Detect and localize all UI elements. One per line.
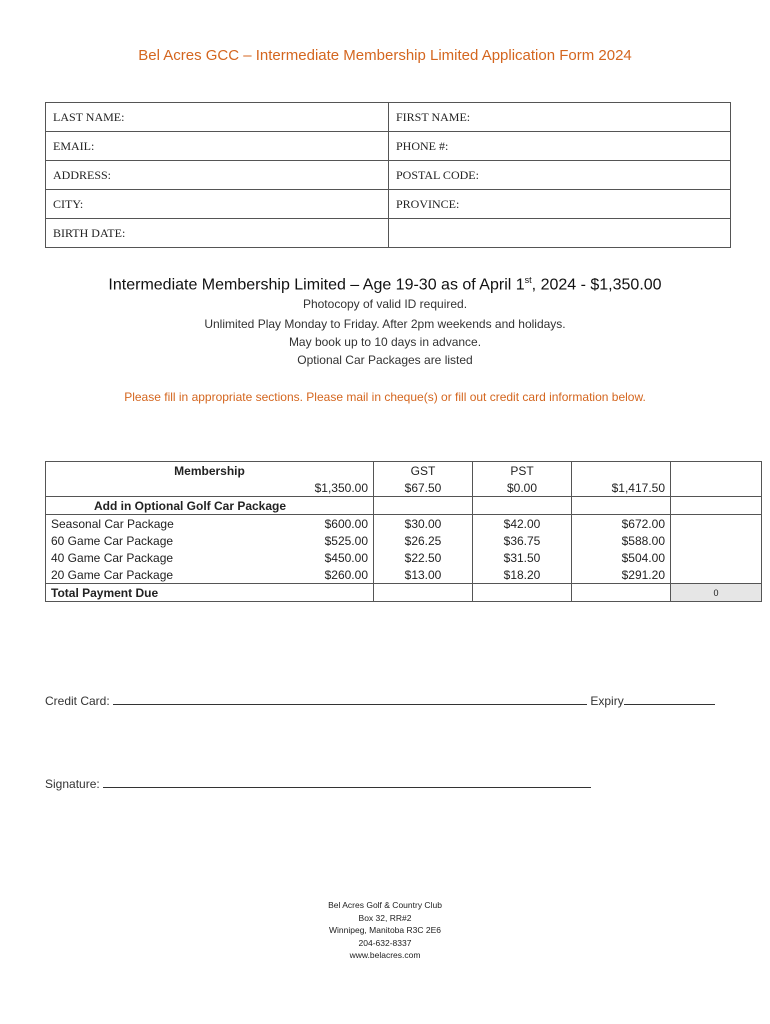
email-field[interactable]: EMAIL: — [46, 132, 389, 161]
payment-header-row — [46, 462, 762, 480]
package-pst: $36.75 — [473, 532, 572, 549]
package-gst: $13.00 — [374, 566, 473, 584]
package-total: $588.00 — [572, 532, 671, 549]
signature-label: Signature: — [45, 777, 100, 791]
applicant-info-table — [45, 102, 731, 248]
detail-play-note: Unlimited Play Monday to Friday. After 2pm weekends and holidays. — [204, 317, 566, 331]
package-select-cell[interactable] — [671, 515, 762, 533]
fill-instructions: Please fill in appropriate sections. Please mail in cheque(s) or fill out credit card information below. — [124, 390, 646, 404]
membership-gst: $67.50 — [374, 479, 473, 497]
package-cell — [46, 532, 374, 549]
addon-heading: Add in Optional Golf Car Package — [46, 497, 374, 515]
credit-card-line — [45, 694, 715, 708]
credit-card-label: Credit Card: — [45, 694, 110, 708]
club-name: Bel Acres Golf & Country Club — [328, 900, 442, 910]
info-row — [46, 103, 731, 132]
package-name: 60 Game Car Package — [51, 533, 174, 548]
addon-blank — [671, 497, 762, 515]
club-address-block — [0, 899, 770, 962]
info-row — [46, 161, 731, 190]
package-pst: $42.00 — [473, 515, 572, 533]
total-payment-due-field[interactable]: 0 — [671, 584, 762, 602]
addon-blank — [473, 497, 572, 515]
total-blank — [572, 584, 671, 602]
province-field[interactable]: PROVINCE: — [389, 190, 731, 219]
package-select-cell[interactable] — [671, 532, 762, 549]
signature-input[interactable] — [103, 777, 591, 788]
package-gst: $26.25 — [374, 532, 473, 549]
membership-header: Membership — [46, 462, 374, 480]
package-price: $600.00 — [324, 516, 368, 531]
package-pst: $18.20 — [473, 566, 572, 584]
first-name-field[interactable]: FIRST NAME: — [389, 103, 731, 132]
club-city: Winnipeg, Manitoba R3C 2E6 — [329, 925, 441, 935]
package-cell — [46, 566, 374, 584]
signature-line — [45, 777, 591, 791]
membership-total: $1,417.50 — [572, 479, 671, 497]
postal-code-field[interactable]: POSTAL CODE: — [389, 161, 731, 190]
package-cell — [46, 549, 374, 566]
total-label: Total Payment Due — [46, 584, 374, 602]
package-row — [46, 549, 762, 566]
info-row — [46, 190, 731, 219]
expiry-label: Expiry — [590, 694, 624, 708]
club-website[interactable]: www.belacres.com — [349, 950, 421, 960]
package-row — [46, 566, 762, 584]
detail-id-note: Photocopy of valid ID required. — [302, 297, 468, 311]
membership-price: $1,350.00 — [46, 479, 374, 497]
package-cell — [46, 515, 374, 533]
gst-header: GST — [374, 462, 473, 480]
package-total: $672.00 — [572, 515, 671, 533]
package-gst: $22.50 — [374, 549, 473, 566]
membership-select-cell[interactable] — [671, 479, 762, 497]
address-field[interactable]: ADDRESS: — [46, 161, 389, 190]
total-header — [572, 462, 671, 480]
birth-date-field[interactable]: BIRTH DATE: — [46, 219, 389, 248]
package-price: $260.00 — [324, 567, 368, 582]
detail-booking-note: May book up to 10 days in advance. — [288, 335, 482, 349]
pst-header: PST — [473, 462, 572, 480]
package-total: $504.00 — [572, 549, 671, 566]
package-name: 20 Game Car Package — [51, 567, 174, 582]
addon-blank — [374, 497, 473, 515]
info-row — [46, 219, 731, 248]
package-select-cell[interactable] — [671, 566, 762, 584]
package-select-cell[interactable] — [671, 549, 762, 566]
package-price: $525.00 — [324, 533, 368, 548]
heading-main: Intermediate Membership Limited – Age 19-30 as of April 1 — [108, 276, 525, 294]
package-name: 40 Game Car Package — [51, 550, 174, 565]
membership-heading — [0, 275, 770, 294]
addon-blank — [572, 497, 671, 515]
expiry-input[interactable] — [624, 694, 715, 705]
package-gst: $30.00 — [374, 515, 473, 533]
total-row — [46, 584, 762, 602]
package-row — [46, 532, 762, 549]
package-price: $450.00 — [324, 550, 368, 565]
form-title: Bel Acres GCC – Intermediate Membership Limited Application Form 2024 — [138, 47, 632, 64]
detail-car-note: Optional Car Packages are listed — [297, 353, 473, 367]
heading-tail: , 2024 - $1,350.00 — [531, 276, 662, 294]
empty-field[interactable] — [389, 219, 731, 248]
city-field[interactable]: CITY: — [46, 190, 389, 219]
total-blank — [473, 584, 572, 602]
select-header — [671, 462, 762, 480]
membership-row — [46, 479, 762, 497]
package-row — [46, 515, 762, 533]
club-phone: 204-632-8337 — [358, 937, 412, 948]
package-total: $291.20 — [572, 566, 671, 584]
payment-table — [45, 461, 762, 602]
info-row — [46, 132, 731, 161]
total-blank — [374, 584, 473, 602]
club-box: Box 32, RR#2 — [358, 912, 412, 923]
addon-heading-row — [46, 497, 762, 515]
last-name-field[interactable]: LAST NAME: — [46, 103, 389, 132]
phone-field[interactable]: PHONE #: — [389, 132, 731, 161]
package-name: Seasonal Car Package — [51, 516, 174, 531]
heading-sup: st — [524, 275, 532, 285]
credit-card-input[interactable] — [113, 694, 587, 705]
package-pst: $31.50 — [473, 549, 572, 566]
membership-pst: $0.00 — [473, 479, 572, 497]
